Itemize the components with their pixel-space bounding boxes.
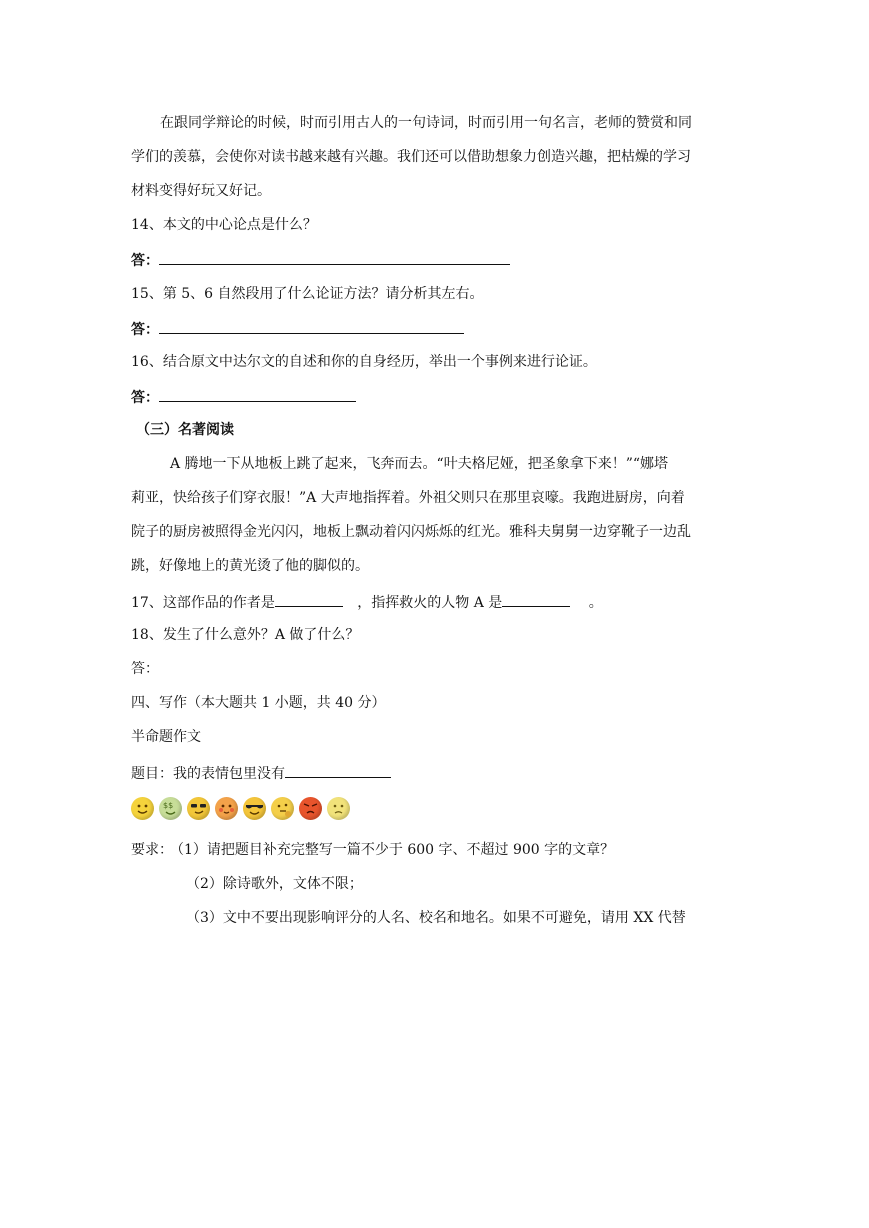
requirements-label: 要求：	[131, 842, 173, 858]
requirement-2: （2）除诗歌外，文体不限；	[186, 876, 363, 892]
writing-heading: 四、写作（本大题共 1 小题，共 40 分）	[131, 695, 386, 711]
q17-part3: 。	[588, 595, 603, 611]
answer-blank[interactable]	[159, 318, 464, 334]
svg-text:$$: $$	[163, 801, 174, 810]
writing-type: 半命题作文	[131, 729, 201, 745]
smile-emoji-icon	[131, 797, 154, 820]
title-prompt-text: 题目：我的表情包里没有	[131, 766, 285, 782]
passage-line-2: 学们的羡慕，会使你对读书越来越有兴趣。我们还可以借助想象力创造兴趣，把枯燥的学习	[131, 149, 691, 165]
requirement-1: （1）请把题目补充完整写一篇不少于 600 字、不超过 900 字的文章？	[177, 842, 615, 858]
author-blank[interactable]	[275, 591, 343, 607]
sunglasses-emoji-icon	[243, 797, 266, 820]
q17-part1: 17、这部作品的作者是	[131, 595, 275, 611]
passage-line-1: 在跟同学辩论的时候，时而引用古人的一句诗词，时而引用一句名言，老师的赞赏和同	[160, 115, 692, 131]
question-14: 14、本文的中心论点是什么？	[131, 217, 317, 233]
blush-emoji-icon	[215, 797, 238, 820]
money-emoji-icon	[159, 797, 182, 820]
section-heading-classics: （三）名著阅读	[136, 422, 234, 438]
classics-line-3: 院子的厨房被照得金光闪闪，地板上飘动着闪闪烁烁的红光。雅科夫舅舅一边穿靴子一边乱	[131, 524, 691, 540]
question-15: 15、第 5、6 自然段用了什么论证方法？请分析其左右。	[131, 286, 484, 302]
requirements-1	[131, 840, 614, 860]
answer-15	[131, 318, 464, 340]
emoji-row	[131, 797, 350, 820]
question-16: 16、结合原文中达尔文的自述和你的自身经历，举出一个事例来进行论证。	[131, 354, 597, 370]
classics-line-4: 跳，好像地上的黄光烫了他的脚似的。	[131, 558, 369, 574]
passage-line-3: 材料变得好玩又好记。	[131, 183, 271, 199]
answer-14	[131, 249, 510, 271]
answer-blank[interactable]	[159, 386, 356, 402]
answer-label: 答：	[131, 253, 159, 269]
answer-blank[interactable]	[159, 249, 510, 265]
question-18: 18、发生了什么意外？A 做了什么？	[131, 627, 360, 643]
angry-emoji-icon	[299, 797, 322, 820]
character-blank[interactable]	[502, 591, 570, 607]
cool-emoji-icon	[187, 797, 210, 820]
frown-emoji-icon	[327, 797, 350, 820]
answer-18: 答：	[131, 661, 159, 677]
requirement-3: （3）文中不要出现影响评分的人名、校名和地名。如果不可避免，请用 XX 代替	[186, 910, 686, 926]
answer-label: 答：	[131, 322, 159, 338]
answer-label: 答：	[131, 390, 159, 406]
title-blank[interactable]	[285, 762, 391, 778]
writing-title-prompt	[131, 762, 391, 784]
thinking-emoji-icon	[271, 797, 294, 820]
question-17	[131, 591, 603, 613]
q17-part2: ，指挥救火的人物 A 是	[357, 595, 503, 611]
answer-16	[131, 386, 356, 408]
classics-line-2: 莉亚，快给孩子们穿衣服！”A 大声地指挥着。外祖父则只在那里哀嚎。我跑进厨房，向着	[131, 490, 685, 506]
classics-line-1: A 腾地一下从地板上跳了起来，飞奔而去。“叶夫格尼娅，把圣象拿下来！”“娜塔	[170, 456, 669, 472]
